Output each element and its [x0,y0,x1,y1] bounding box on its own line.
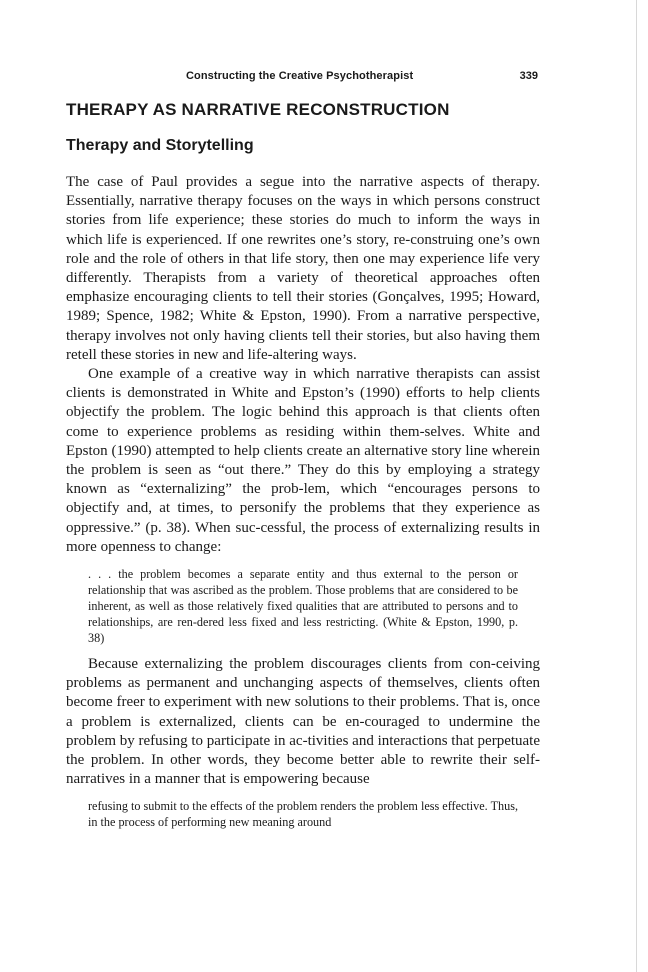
paragraph-3: Because externalizing the problem discourages clients from con-ceiving problems as permanent and unchanging aspects of themselves, clients often become freer to experiment with new solutions to their problems. That is, once a problem is externalized, clients can be en-couraged to undermine the problem by refusing to participate in ac-tivities and interactions that perpetuate the problem. In other words, they become better able to rewrite their self-narratives in a manner that is empowering because [66,656,541,788]
subsection-heading: Therapy and Storytelling [66,137,254,154]
page-edge-rule [636,0,637,972]
block-quote-2: refusing to submit to the effects of the problem renders the problem less effective. Thus, in the process of performing new meaning around [88,799,518,830]
running-head [66,70,538,86]
paragraph-1: The case of Paul provides a segue into the narrative aspects of therapy. Essentially, narrative therapy focuses on the ways in which persons construct stories from life experience; these stories do much to inform the ways in which life is experienced. If one rewrites one’s story, re-construing one’s own role and the role of others in that life story, then one may experience life very differently. Therapists from a variety of theoretical approaches often emphasize encouraging clients to tell their stories (Gonçalves, 1995; Howard, 1989; Spence, 1982; White & Epston, 1990). From a narrative perspective, therapy involves not only having clients tell their stories, but also having them retell these stories in new and life-altering ways. [66,174,540,363]
running-head-title: Constructing the Creative Psychotherapist [186,70,414,82]
section-heading: THERAPY AS NARRATIVE RECONSTRUCTION [66,100,450,119]
page-number: 339 [519,70,538,82]
body-text [66,173,540,830]
block-quote-1: . . . the problem becomes a separate entity and thus external to the person or relationship that was ascribed as the problem. Those problems that are considered to be inherent, as well as those relatively fixed qualities that are attributed to persons and to relationships, are ren-dered less fixed and less restricting. (White & Epston, 1990, p. 38) [88,567,518,646]
paragraph-2: One example of a creative way in which narrative therapists can assist clients is demonstrated in White and Epston’s (1990) efforts to help clients objectify the problem. The logic behind this approach is that clients often come to experience problems as residing within them-selves. White and Epston (1990) attempted to help clients create an alternative story line wherein the problem is seen as “out there.” They do this by employing a strategy known as “externalizing” the prob-lem, which “encourages persons to objectify and, at times, to personify the problems that they experience as oppressive.” (p. 38). When suc-cessful, the process of externalizing results in more openness to change: [66,366,540,555]
